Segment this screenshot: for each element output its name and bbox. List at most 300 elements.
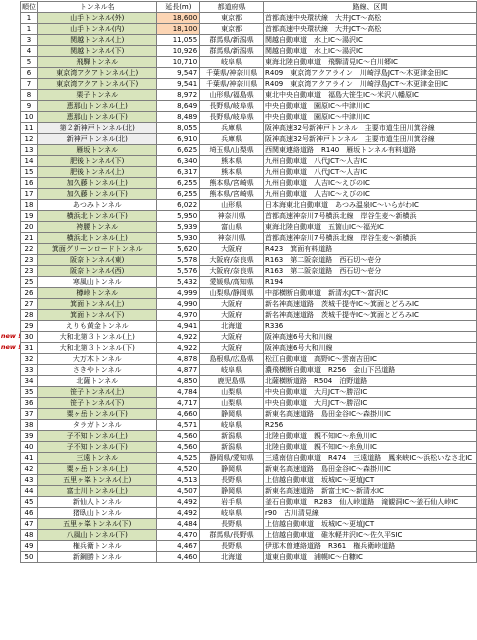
route-cell: 新名神高速道路 茨城千提寺IC～箕面とどろみIC — [264, 310, 477, 321]
length-cell: 5,432 — [157, 277, 200, 288]
length-cell: 4,941 — [157, 321, 200, 332]
prefecture-cell: 岩手県 — [200, 497, 264, 508]
route-cell: 松江自動車道 高野IC～雲南吉田IC — [264, 354, 477, 365]
prefecture-cell: 千葉県/神奈川県 — [200, 79, 264, 90]
length-cell: 8,055 — [157, 123, 200, 134]
table-row — [21, 464, 477, 475]
table-row — [21, 156, 477, 167]
length-cell: 6,910 — [157, 134, 200, 145]
rank-cell: 47 — [21, 519, 38, 530]
prefecture-cell: 群馬県/新潟県 — [200, 35, 264, 46]
prefecture-cell: 岐阜県 — [200, 508, 264, 519]
prefecture-cell: 山形県/福島県 — [200, 90, 264, 101]
tunnel-name-cell: 阪奈トンネル(東) — [38, 255, 157, 266]
route-cell: 中央自動車道 大月JCT～勝沼IC — [264, 387, 477, 398]
length-cell: 5,950 — [157, 211, 200, 222]
rank-cell: 7 — [21, 79, 38, 90]
tunnel-name-cell: 肥後トンネル(上) — [38, 167, 157, 178]
rank-cell: 33 — [21, 365, 38, 376]
route-cell: 上信越自動車道 坂城IC～更埴JCT — [264, 475, 477, 486]
prefecture-cell: 大阪府 — [200, 332, 264, 343]
tunnel-name-cell: えりも黄金トンネル — [38, 321, 157, 332]
table-row — [21, 145, 477, 156]
prefecture-cell: 静岡県 — [200, 486, 264, 497]
table-row — [21, 68, 477, 79]
route-cell: 首都高速中央環状線 大井JCT～高松 — [264, 24, 477, 35]
route-cell: R409 東京湾アクアライン 川崎浮島JCT～木更津金田IC — [264, 79, 477, 90]
rank-cell: 10 — [21, 112, 38, 123]
prefecture-cell: 兵庫県 — [200, 134, 264, 145]
prefecture-cell: 熊本県 — [200, 156, 264, 167]
rank-cell: 44 — [21, 486, 38, 497]
prefecture-cell: 静岡県 — [200, 409, 264, 420]
route-cell: R163 第二阪奈道路 西石切～壱分 — [264, 255, 477, 266]
route-cell: 首都高速神奈川7号横浜北線 岸谷生麦～新横浜 — [264, 233, 477, 244]
prefecture-cell: 大阪府 — [200, 299, 264, 310]
length-cell: 4,999 — [157, 288, 200, 299]
route-cell: R336 — [264, 321, 477, 332]
tunnel-name-cell: 大万木トンネル — [38, 354, 157, 365]
rank-cell: 22 — [21, 244, 38, 255]
tunnel-name-cell: 箕面トンネル(下) — [38, 310, 157, 321]
tunnel-name-cell: タラガトンネル — [38, 420, 157, 431]
rank-cell: 13 — [21, 145, 38, 156]
table-row — [21, 112, 477, 123]
rank-cell: 37 — [21, 409, 38, 420]
length-cell: 6,340 — [157, 156, 200, 167]
tunnel-name-cell: 新神戸トンネル(北) — [38, 134, 157, 145]
length-cell: 4,513 — [157, 475, 200, 486]
route-cell: 北陸自動車道 親不知IC～糸魚川IC — [264, 431, 477, 442]
route-cell: R163 第二阪奈道路 西石切～壱分 — [264, 266, 477, 277]
route-cell: 九州自動車道 人吉IC～えびのIC — [264, 189, 477, 200]
rank-cell: 14 — [21, 156, 38, 167]
length-cell: 9,541 — [157, 79, 200, 90]
rank-cell: 3 — [21, 35, 38, 46]
tunnel-name-cell: 五里ヶ峯トンネル(上) — [38, 475, 157, 486]
prefecture-cell: 神奈川県 — [200, 233, 264, 244]
length-cell: 4,470 — [157, 530, 200, 541]
rank-cell: 39 — [21, 431, 38, 442]
length-cell: 6,255 — [157, 178, 200, 189]
tunnel-name-cell: 粟ヶ岳トンネル(下) — [38, 409, 157, 420]
rank-cell: 18 — [21, 200, 38, 211]
rank-cell: 15 — [21, 167, 38, 178]
prefecture-cell: 長野県 — [200, 519, 264, 530]
rank-cell: 49 — [21, 541, 38, 552]
table-row — [21, 310, 477, 321]
tunnel-name-cell: 大和北第３トンネル(下) — [38, 343, 157, 354]
tunnel-name-cell: 恵那山トンネル(下) — [38, 112, 157, 123]
prefecture-cell: 大阪府/奈良県 — [200, 255, 264, 266]
route-cell: R194 — [264, 277, 477, 288]
length-cell: 4,850 — [157, 376, 200, 387]
rank-cell: 1 — [21, 24, 38, 35]
route-cell: 東海北陸自動車道 飛騨清見IC～白川郷IC — [264, 57, 477, 68]
length-cell: 4,878 — [157, 354, 200, 365]
prefecture-cell: 山梨県 — [200, 398, 264, 409]
tunnel-name-cell: 山手トンネル(内) — [38, 24, 157, 35]
table-row — [21, 288, 477, 299]
table-row — [21, 530, 477, 541]
tunnel-name-cell: 雁坂トンネル — [38, 145, 157, 156]
header-route: 路線、区間 — [264, 2, 477, 13]
route-cell: 道東自動車道 浦幌IC～白糠IC — [264, 552, 477, 563]
length-cell: 5,576 — [157, 266, 200, 277]
table-row — [21, 233, 477, 244]
route-cell: 中部横断自動車道 新清水JCT～富沢IC — [264, 288, 477, 299]
table-row — [21, 101, 477, 112]
prefecture-cell: 新潟県 — [200, 442, 264, 453]
prefecture-cell: 兵庫県 — [200, 123, 264, 134]
table-row — [21, 266, 477, 277]
rank-cell: 17 — [21, 189, 38, 200]
tunnel-name-cell: 横浜北トンネル(上) — [38, 233, 157, 244]
tunnel-name-cell: 横浜北トンネル(下) — [38, 211, 157, 222]
table-row — [21, 409, 477, 420]
prefecture-cell: 富山県 — [200, 222, 264, 233]
length-cell: 11,055 — [157, 35, 200, 46]
rank-cell: 16 — [21, 178, 38, 189]
prefecture-cell: 熊本県/宮崎県 — [200, 189, 264, 200]
route-cell: 日本海東北自動車道 あつみ温泉IC～いらがわIC — [264, 200, 477, 211]
rank-cell: 12 — [21, 134, 38, 145]
route-cell: 新東名高速道路 島田金谷IC～森掛川IC — [264, 464, 477, 475]
tunnel-name-cell: 八風山トンネル(下) — [38, 530, 157, 541]
tunnel-name-cell: 第２新神戸トンネル(北) — [38, 123, 157, 134]
rank-cell: 48 — [21, 530, 38, 541]
tunnel-name-cell: 北薩トンネル — [38, 376, 157, 387]
prefecture-cell: 長野県 — [200, 541, 264, 552]
length-cell: 5,930 — [157, 233, 200, 244]
rank-cell: 5 — [21, 57, 38, 68]
tunnel-name-cell: 関越トンネル(上) — [38, 35, 157, 46]
prefecture-cell: 埼玉県/山梨県 — [200, 145, 264, 156]
length-cell: 4,560 — [157, 442, 200, 453]
tunnel-name-cell: 箕面トンネル(上) — [38, 299, 157, 310]
table-row — [21, 552, 477, 563]
header-row — [21, 2, 477, 13]
tunnel-name-cell: 笹子トンネル(上) — [38, 387, 157, 398]
header-rank: 順位 — [22, 3, 36, 11]
prefecture-cell: 新潟県 — [200, 431, 264, 442]
length-cell: 4,922 — [157, 343, 200, 354]
table-row — [21, 24, 477, 35]
prefecture-cell: 大阪府 — [200, 310, 264, 321]
rank-cell: 23 — [21, 255, 38, 266]
table-row — [21, 167, 477, 178]
length-cell: 6,625 — [157, 145, 200, 156]
rank-cell: 46 — [21, 508, 38, 519]
tunnel-name-cell: 権兵衛トンネル — [38, 541, 157, 552]
rank-cell: 26 — [21, 288, 38, 299]
prefecture-cell: 群馬県/新潟県 — [200, 46, 264, 57]
length-cell: 4,492 — [157, 508, 200, 519]
table-row — [21, 189, 477, 200]
length-cell: 8,972 — [157, 90, 200, 101]
table-row — [21, 387, 477, 398]
route-cell: R409 東京湾アクアライン 川崎浮島JCT～木更津金田IC — [264, 68, 477, 79]
length-cell: 4,660 — [157, 409, 200, 420]
length-cell: 10,710 — [157, 57, 200, 68]
prefecture-cell: 静岡県 — [200, 464, 264, 475]
table-row — [21, 343, 477, 354]
tunnel-name-cell: 袴腰トンネル — [38, 222, 157, 233]
prefecture-cell: 静岡県/愛知県 — [200, 453, 264, 464]
length-cell: 4,492 — [157, 497, 200, 508]
table-row — [21, 321, 477, 332]
table-row — [21, 365, 477, 376]
route-cell: R256 — [264, 420, 477, 431]
rank-cell: 31 — [21, 343, 38, 354]
tunnel-name-cell: 新仙人トンネル — [38, 497, 157, 508]
table-row — [21, 453, 477, 464]
rank-cell: 38 — [21, 420, 38, 431]
length-cell: 9,547 — [157, 68, 200, 79]
route-cell: 関越自動車道 水上IC～湯沢IC — [264, 46, 477, 57]
table-row — [21, 420, 477, 431]
rank-cell: 29 — [21, 321, 38, 332]
length-cell: 4,877 — [157, 365, 200, 376]
table-row — [21, 541, 477, 552]
tunnel-name-cell: 箕面グリーンロードトンネル — [38, 244, 157, 255]
route-cell: 九州自動車道 八代JCT～人吉IC — [264, 156, 477, 167]
rank-cell: 20 — [21, 222, 38, 233]
new-badge: new ! — [0, 343, 22, 351]
table-row — [21, 277, 477, 288]
length-cell: 4,922 — [157, 332, 200, 343]
table-row — [21, 46, 477, 57]
length-cell: 4,525 — [157, 453, 200, 464]
route-cell: 中央自動車道 大月JCT～勝沼IC — [264, 398, 477, 409]
prefecture-cell: 岐阜県 — [200, 57, 264, 68]
prefecture-cell: 岐阜県 — [200, 420, 264, 431]
route-cell: 関越自動車道 水上IC～湯沢IC — [264, 35, 477, 46]
tunnel-name-cell: 東京湾アクアトンネル(下) — [38, 79, 157, 90]
rank-cell: 32 — [21, 354, 38, 365]
length-cell: 5,939 — [157, 222, 200, 233]
rank-cell: 35 — [21, 387, 38, 398]
prefecture-cell: 長野県/岐阜県 — [200, 112, 264, 123]
table-row — [21, 79, 477, 90]
table-row — [21, 134, 477, 145]
route-cell: 首都高速神奈川7号横浜北線 岸谷生麦～新横浜 — [264, 211, 477, 222]
table-row — [21, 475, 477, 486]
route-cell: 北陸自動車道 親不知IC～糸魚川IC — [264, 442, 477, 453]
rank-cell: 9 — [21, 101, 38, 112]
route-cell: 新名神高速道路 茨城千提寺IC～箕面とどろみIC — [264, 299, 477, 310]
rank-cell: 34 — [21, 376, 38, 387]
rank-cell: 23 — [21, 266, 38, 277]
rank-cell: 6 — [21, 68, 38, 79]
length-cell: 18,100 — [157, 24, 200, 35]
length-cell: 4,467 — [157, 541, 200, 552]
table-row — [21, 255, 477, 266]
prefecture-cell: 愛媛県/高知県 — [200, 277, 264, 288]
route-cell: 東北中央自動車道 福島大笹生IC～米沢八幡原IC — [264, 90, 477, 101]
length-cell: 4,560 — [157, 431, 200, 442]
tunnel-name-cell: 富士川トンネル(上) — [38, 486, 157, 497]
length-cell: 4,460 — [157, 552, 200, 563]
rank-cell: 40 — [21, 442, 38, 453]
tunnel-name-cell: 山手トンネル(外) — [38, 13, 157, 24]
prefecture-cell: 大阪府 — [200, 343, 264, 354]
tunnel-name-cell: 猪臥山トンネル — [38, 508, 157, 519]
table-row — [21, 178, 477, 189]
length-cell: 8,489 — [157, 112, 200, 123]
tunnel-name-cell: 笹子トンネル(下) — [38, 398, 157, 409]
tunnel-name-cell: あつみトンネル — [38, 200, 157, 211]
route-cell: 中央自動車道 園原IC～中津川IC — [264, 101, 477, 112]
tunnel-name-cell: 寒風山トンネル — [38, 277, 157, 288]
tunnel-name-cell: 新鋼勝トンネル — [38, 552, 157, 563]
prefecture-cell: 長野県/岐阜県 — [200, 101, 264, 112]
prefecture-cell: 山梨県 — [200, 387, 264, 398]
rank-cell: 1 — [21, 13, 38, 24]
length-cell: 4,784 — [157, 387, 200, 398]
route-cell: 上信越自動車道 坂城IC～更埴JCT — [264, 519, 477, 530]
tunnel-name-cell: 三遠トンネル — [38, 453, 157, 464]
rank-cell: 25 — [21, 277, 38, 288]
table-row — [21, 200, 477, 211]
route-cell: r90 古川清見線 — [264, 508, 477, 519]
rank-cell: 8 — [21, 90, 38, 101]
rank-cell: 4 — [21, 46, 38, 57]
tunnel-ranking-table — [20, 1, 477, 563]
table-row — [21, 299, 477, 310]
rank-cell: 11 — [21, 123, 38, 134]
rank-cell: 28 — [21, 310, 38, 321]
length-cell: 4,970 — [157, 310, 200, 321]
table-row — [21, 442, 477, 453]
prefecture-cell: 熊本県 — [200, 167, 264, 178]
rank-cell: 19 — [21, 211, 38, 222]
length-cell: 8,649 — [157, 101, 200, 112]
table-row — [21, 332, 477, 343]
tunnel-name-cell: 飛騨トンネル — [38, 57, 157, 68]
table-row — [21, 398, 477, 409]
route-cell: 九州自動車道 八代JCT～人吉IC — [264, 167, 477, 178]
rank-cell: 41 — [21, 453, 38, 464]
rank-cell: 50 — [21, 552, 38, 563]
length-cell: 4,484 — [157, 519, 200, 530]
route-cell: 伊那木曽連絡道路 R361 権兵衛峠道路 — [264, 541, 477, 552]
table-row — [21, 431, 477, 442]
header-prefecture: 都道府県 — [200, 2, 264, 13]
prefecture-cell: 群馬県/長野県 — [200, 530, 264, 541]
table-row — [21, 486, 477, 497]
rank-cell: 45 — [21, 497, 38, 508]
table-row — [21, 57, 477, 68]
table-row — [21, 211, 477, 222]
length-cell: 5,620 — [157, 244, 200, 255]
route-cell: 北薩横断道路 R504 泊野道路 — [264, 376, 477, 387]
route-cell: 新東名高速道路 新富士IC～新清水IC — [264, 486, 477, 497]
length-cell: 4,520 — [157, 464, 200, 475]
table-row — [21, 354, 477, 365]
route-cell: R423 箕面有料道路 — [264, 244, 477, 255]
table-row — [21, 222, 477, 233]
table-body — [21, 13, 477, 563]
length-cell: 4,990 — [157, 299, 200, 310]
rank-cell: 42 — [21, 464, 38, 475]
tunnel-name-cell: 関越トンネル(下) — [38, 46, 157, 57]
table-row — [21, 497, 477, 508]
header-name: トンネル名 — [38, 2, 157, 13]
prefecture-cell: 岐阜県 — [200, 365, 264, 376]
table-row — [21, 508, 477, 519]
table-row — [21, 519, 477, 530]
prefecture-cell: 鹿児島県 — [200, 376, 264, 387]
table-row — [21, 13, 477, 24]
tunnel-name-cell: 肥後トンネル(下) — [38, 156, 157, 167]
tunnel-name-cell: 粟ヶ岳トンネル(上) — [38, 464, 157, 475]
tunnel-name-cell: 阪奈トンネル(西) — [38, 266, 157, 277]
rank-cell: 43 — [21, 475, 38, 486]
tunnel-name-cell: 五里ヶ峯トンネル(下) — [38, 519, 157, 530]
route-cell: 釜石自動車道 R283 仙人峠道路 滝観洞IC～釜石仙人峠IC — [264, 497, 477, 508]
prefecture-cell: 神奈川県 — [200, 211, 264, 222]
prefecture-cell: 北海道 — [200, 321, 264, 332]
route-cell: 三遠南信自動車道 R474 三遠道路 鳳来峡IC～浜松いなさ北IC — [264, 453, 477, 464]
route-cell: 東海北陸自動車道 五箇山IC～福光IC — [264, 222, 477, 233]
rank-cell: 36 — [21, 398, 38, 409]
route-cell: 阪神高速32号新神戸トンネル 主要市道生田川箕谷線 — [264, 134, 477, 145]
tunnel-name-cell: 恵那山トンネル(上) — [38, 101, 157, 112]
route-cell: 濃飛横断自動車道 R256 金山下呂道路 — [264, 365, 477, 376]
prefecture-cell: 山形県 — [200, 200, 264, 211]
tunnel-name-cell: 子不知トンネル(上) — [38, 431, 157, 442]
length-cell: 18,600 — [157, 13, 200, 24]
length-cell: 10,926 — [157, 46, 200, 57]
rank-cell: 21 — [21, 233, 38, 244]
tunnel-name-cell: 子不知トンネル(下) — [38, 442, 157, 453]
length-cell: 6,255 — [157, 189, 200, 200]
rank-cell: 27 — [21, 299, 38, 310]
table-row — [21, 35, 477, 46]
prefecture-cell: 大阪府 — [200, 244, 264, 255]
tunnel-name-cell: 加久藤トンネル(下) — [38, 189, 157, 200]
tunnel-name-cell: 栗子トンネル — [38, 90, 157, 101]
new-badge: new ! — [0, 332, 22, 340]
route-cell: 新東名高速道路 島田金谷IC～森掛川IC — [264, 409, 477, 420]
route-cell: 阪神高速6号大和川線 — [264, 332, 477, 343]
table-row — [21, 123, 477, 134]
prefecture-cell: 北海道 — [200, 552, 264, 563]
route-cell: 中央自動車道 園原IC～中津川IC — [264, 112, 477, 123]
tunnel-name-cell: 大和北第３トンネル(上) — [38, 332, 157, 343]
route-cell: 阪神高速6号大和川線 — [264, 343, 477, 354]
length-cell: 6,022 — [157, 200, 200, 211]
route-cell: 上信越自動車道 碓氷軽井沢IC～佐久平SIC — [264, 530, 477, 541]
length-cell: 4,507 — [157, 486, 200, 497]
tunnel-name-cell: 加久藤トンネル(上) — [38, 178, 157, 189]
table-row — [21, 90, 477, 101]
header-length: 延長(m) — [157, 2, 200, 13]
table-row — [21, 244, 477, 255]
length-cell: 4,717 — [157, 398, 200, 409]
route-cell: 西関東連絡道路 R140 雁坂トンネル有料道路 — [264, 145, 477, 156]
prefecture-cell: 東京都 — [200, 13, 264, 24]
table-row — [21, 376, 477, 387]
length-cell: 6,317 — [157, 167, 200, 178]
prefecture-cell: 島根県/広島県 — [200, 354, 264, 365]
tunnel-name-cell: さきやトンネル — [38, 365, 157, 376]
route-cell: 九州自動車道 人吉IC～えびのIC — [264, 178, 477, 189]
route-cell: 首都高速中央環状線 大井JCT～高松 — [264, 13, 477, 24]
prefecture-cell: 熊本県/宮崎県 — [200, 178, 264, 189]
prefecture-cell: 大阪府/奈良県 — [200, 266, 264, 277]
